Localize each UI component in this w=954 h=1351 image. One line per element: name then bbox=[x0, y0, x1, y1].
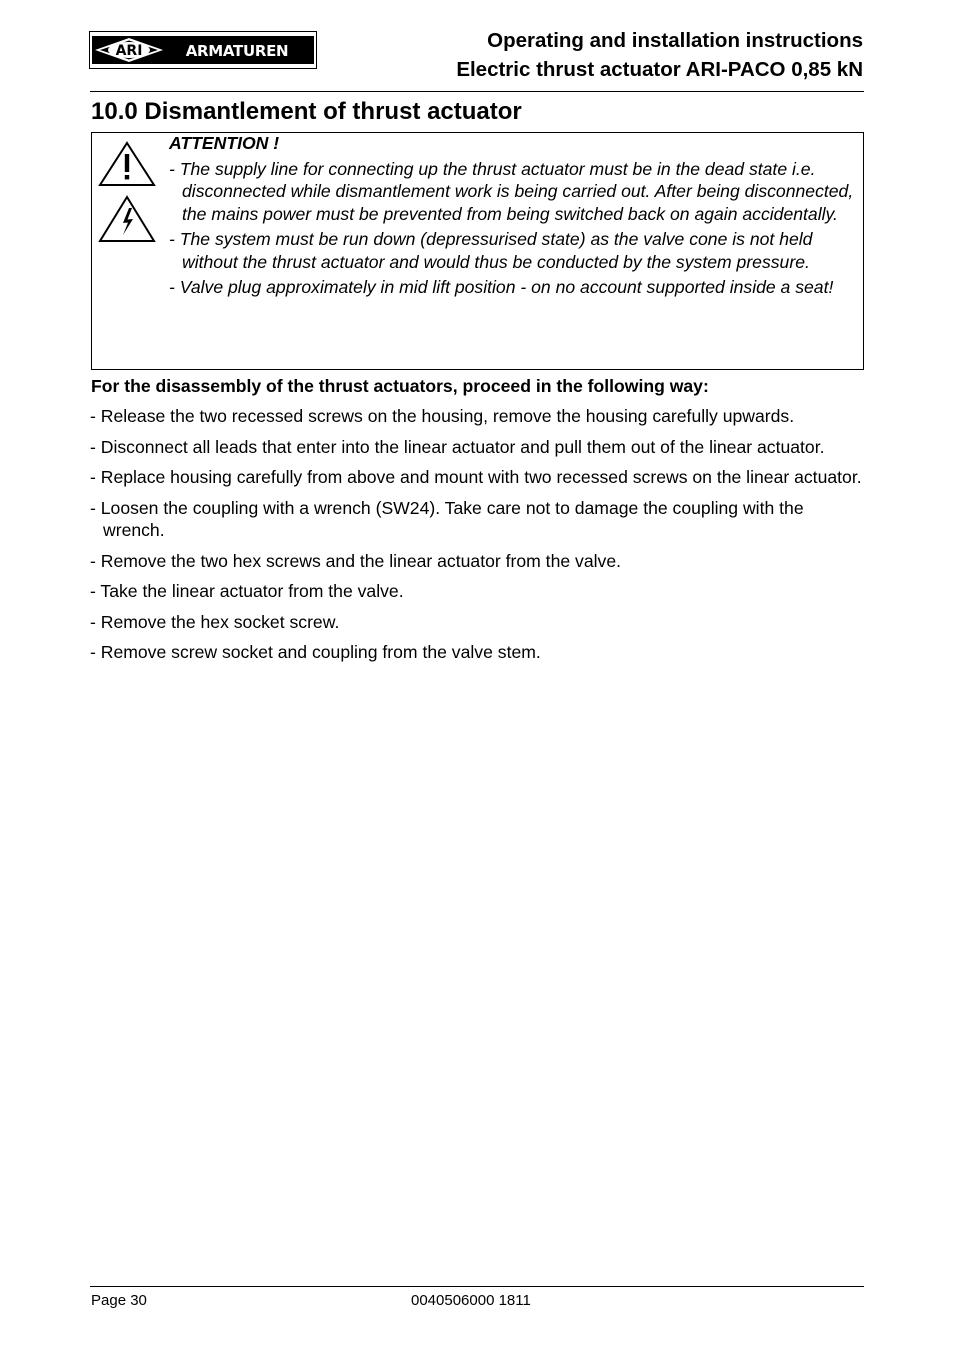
procedure-steps bbox=[90, 405, 870, 672]
svg-text:ARMATUREN: ARMATUREN bbox=[185, 42, 289, 60]
footer-divider bbox=[90, 1286, 864, 1287]
section-title: 10.0 Dismantlement of thrust actuator bbox=[91, 98, 522, 125]
procedure-step: - Remove the hex socket screw. bbox=[90, 611, 340, 632]
procedure-step: - Remove the two hex screws and the linear actuator from the valve. bbox=[90, 550, 621, 571]
attention-heading: ATTENTION ! bbox=[169, 133, 280, 153]
ari-armaturen-logo bbox=[89, 31, 317, 69]
warning-exclamation-icon bbox=[98, 141, 156, 192]
electric-hazard-icon bbox=[98, 195, 156, 248]
procedure-step: - Remove screw socket and coupling from the valve stem. bbox=[90, 642, 541, 662]
procedure-step: - Take the linear actuator from the valve. bbox=[90, 581, 404, 601]
attention-content bbox=[169, 133, 857, 299]
header-divider bbox=[90, 91, 864, 92]
procedure-step: - Release the two recessed screws on the housing, remove the housing carefully upwards. bbox=[90, 406, 795, 426]
header-title-line2: Electric thrust actuator ARI-PACO 0,85 kN bbox=[456, 58, 863, 81]
procedure-step: - Replace housing carefully from above and mount with two recessed screws on the linear actuator. bbox=[90, 467, 862, 487]
page-number: Page 30 bbox=[91, 1292, 147, 1309]
document-header bbox=[456, 26, 863, 84]
svg-text:ARI: ARI bbox=[115, 43, 143, 59]
procedure-step: - Loosen the coupling with a wrench (SW24). Take care not to damage the coupling with the wrench. bbox=[90, 497, 804, 540]
warning-item: - Valve plug approximately in mid lift position - on no account supported inside a seat! bbox=[169, 277, 834, 297]
attention-box bbox=[91, 132, 864, 370]
procedure-intro: For the disassembly of the thrust actuators, proceed in the following way: bbox=[91, 376, 709, 396]
warning-item: - The system must be run down (depressurised state) as the valve cone is not held without the thrust actuator and would thus be conducted by the system pressure. bbox=[169, 229, 813, 272]
document-number: 0040506000 1811 bbox=[411, 1292, 531, 1309]
warning-item: - The supply line for connecting up the thrust actuator must be in the dead state i.e. disconnected while dismantlement work is being carried out. After being disconnected, the mains power must be prevented from being switched back on again accidentally. bbox=[169, 158, 854, 224]
procedure-step: - Disconnect all leads that enter into the linear actuator and pull them out of the linear actuator. bbox=[90, 436, 825, 457]
header-title-line1: Operating and installation instructions bbox=[487, 29, 863, 52]
